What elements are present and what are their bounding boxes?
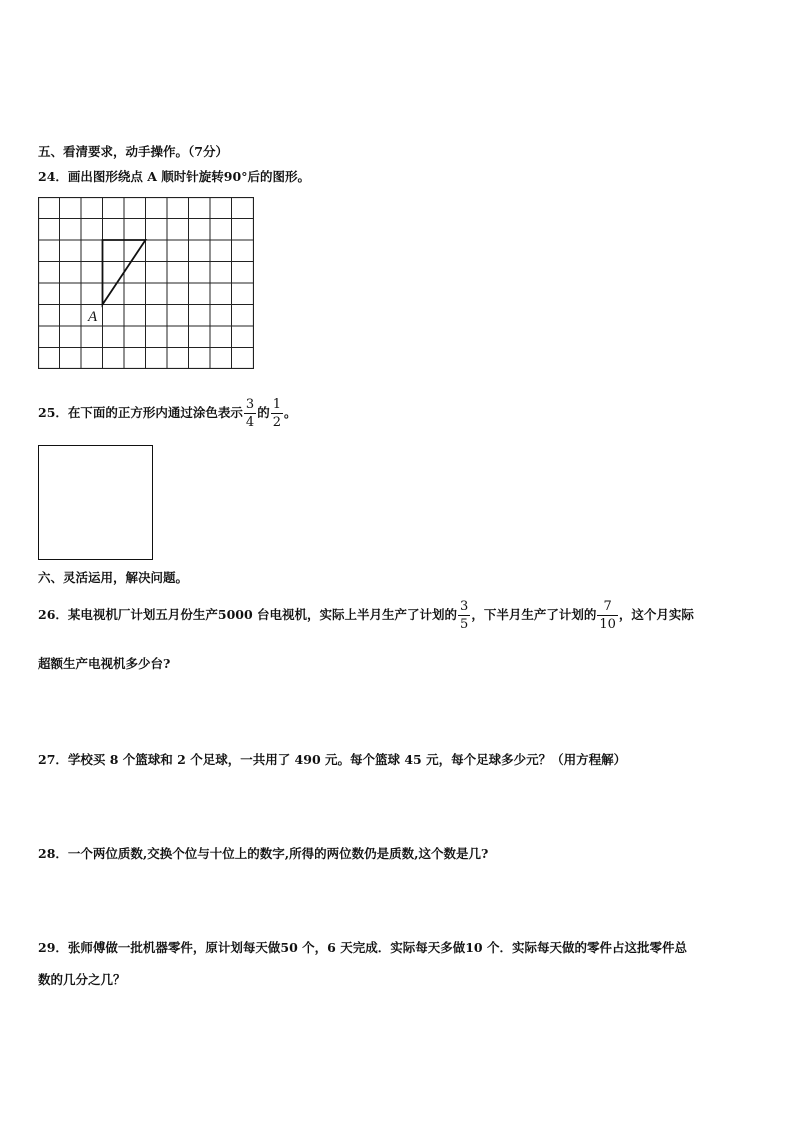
fraction-3-4: $\frac{3}{4}$ xyxy=(245,397,255,430)
question-25-middle: 的 xyxy=(257,405,270,420)
question-25-suffix: 。 xyxy=(283,405,297,420)
question-25-text xyxy=(38,398,297,429)
question-28-text: 28．一个两位质数,交换个位与十位上的数字,所得的两位数仍是质数,这个数是几? xyxy=(38,846,489,861)
question-27-text: 27．学校买 8 个篮球和 2 个足球，一共用了 490 元。每个篮球 45 元，每个足球多少元？（用方程解） xyxy=(38,752,627,767)
section-5-heading: 五、看清要求，动手操作。（7分） xyxy=(38,144,228,159)
question-29-line-2: 数的几分之几？ xyxy=(38,972,126,987)
question-25-square[interactable] xyxy=(38,445,153,560)
question-26-line-2: 超额生产电视机多少台? xyxy=(38,656,171,671)
question-24-text: 24．画出图形绕点 A 顺时针旋转90°后的图形。 xyxy=(38,169,310,184)
fraction-7-10: $\frac{7}{10}$ xyxy=(599,599,616,632)
section-6-heading: 六、灵活运用，解决问题。 xyxy=(38,570,189,585)
fraction-3-5: $\frac{3}{5}$ xyxy=(460,599,469,632)
question-29-line-1: 29．张师傅做一批机器零件，原计划每天做50 个，6 天完成．实际每天多做10 个．实际每天做的零件占这批零件总 xyxy=(38,940,687,955)
point-a-label: A xyxy=(88,309,98,325)
question-25-prefix: 25．在下面的正方形内通过涂色表示 xyxy=(38,405,243,420)
question-26-line-1: 26．某电视机厂计划五月份生产5000 台电视机，实际上半月生产了计划的 $\frac{3}{5}$ ，下半月生产了计划的 $\frac{7}{10}$ ，这个月实际 xyxy=(38,599,694,632)
fraction-1-2: $\frac{1}{2}$ xyxy=(272,397,281,430)
question-24-grid xyxy=(38,197,254,369)
